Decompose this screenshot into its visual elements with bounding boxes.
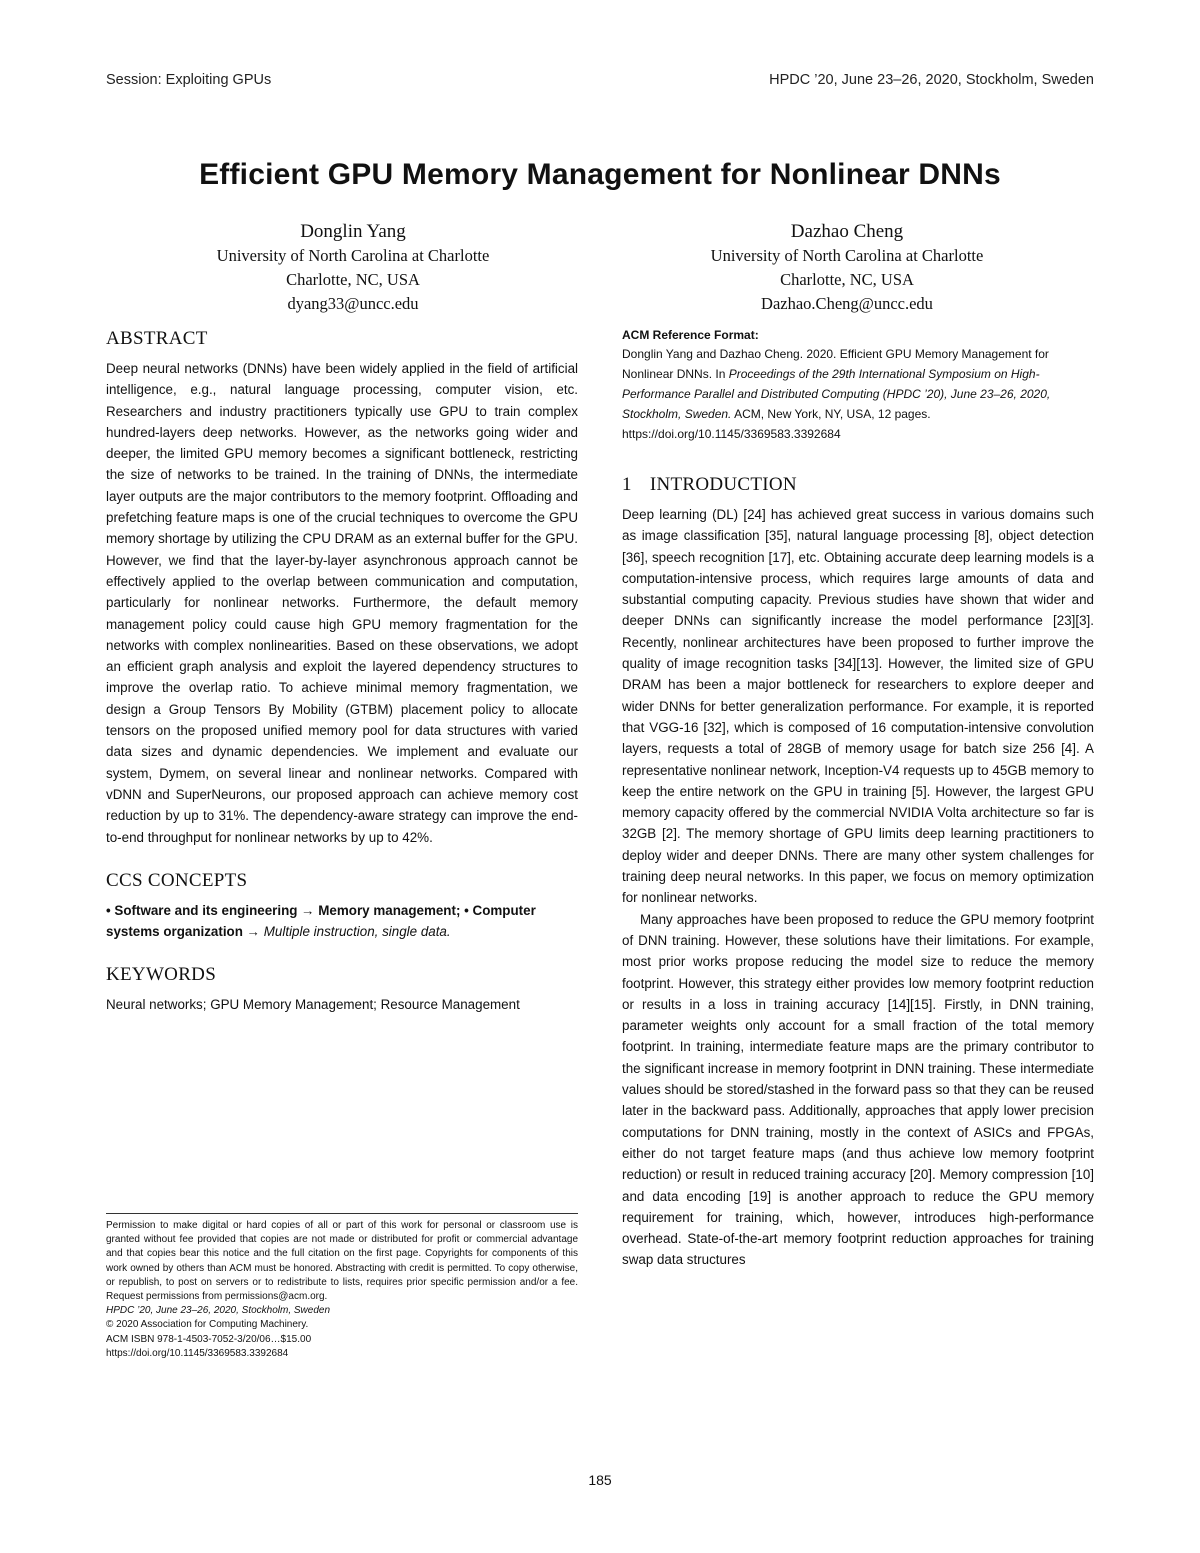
permission-footnote bbox=[106, 1213, 578, 1361]
keywords-heading: KEYWORDS bbox=[106, 964, 217, 986]
author-1 bbox=[106, 220, 600, 316]
ccs-item-2-detail: Multiple instruction, single data. bbox=[263, 924, 451, 940]
author-block bbox=[106, 220, 1094, 316]
permission-text: Permission to make digital or hard copies of all or part of this work for personal or classroom use is granted without fee provided that copies are not made or distributed for profit or commercial advantage and that copies bear this notice and the full citation on the first page. Copyrights for components of this work owned by others than ACM must be honored. Abstracting with credit is permitted. To copy otherwise, or republish, to post on servers or to redistribute to lists, requires prior specific permission and/or a fee. Request permissions from permissions@acm.org. bbox=[106, 1220, 578, 1303]
author-affiliation: University of North Carolina at Charlotte bbox=[710, 246, 984, 265]
author-location: Charlotte, NC, USA bbox=[286, 270, 420, 289]
ccs-concepts bbox=[106, 900, 578, 943]
keywords-text: Neural networks; GPU Memory Management; Resource Management bbox=[106, 997, 520, 1013]
page-number: 185 bbox=[588, 1472, 612, 1488]
introduction-paragraph-2: Many approaches have been proposed to reduce the GPU memory footprint of DNN training. However, these solutions have their limitations. For example, most prior works propose reducing the model size to reduce the memory footprint. However, this strategy either provides low memory footprint reduction or results in a loss in training accuracy [14][15]. Firstly, in DNN training, parameter weights only account for a small fraction of the total memory footprint. In training, intermediate feature maps are the primary contributor to the significant increase in memory footprint in DNN training. These intermediate values should be stored/stashed in the forward pass so that they can be reused later in the backward pass. Additionally, approaches that apply lower precision computations for DNN training, mostly in the context of ASICs and FPGAs, either do not target feature maps (and thus achieve low memory footprint reduction) or result in reduced training accuracy [20]. Memory compression [10] and data encoding [19] is another approach to reduce the GPU memory requirement for training, which, however, introduces high-performance overhead. State-of-the-art memory footprint reduction approaches for training swap data structures bbox=[622, 911, 1094, 1268]
ccs-section bbox=[106, 870, 578, 943]
right-column bbox=[622, 328, 1094, 1271]
introduction-heading bbox=[622, 474, 1094, 496]
author-email[interactable]: Dazhao.Cheng@uncc.edu bbox=[761, 294, 933, 313]
abstract-section bbox=[106, 328, 578, 848]
keywords-section bbox=[106, 964, 578, 1015]
ccs-heading: CCS CONCEPTS bbox=[106, 869, 248, 891]
author-name: Dazhao Cheng bbox=[790, 221, 904, 242]
author-location: Charlotte, NC, USA bbox=[780, 270, 914, 289]
footnote-isbn: ACM ISBN 978-1-4503-7052-3/20/06…$15.00 bbox=[106, 1333, 312, 1345]
footnote-copyright: © 2020 Association for Computing Machinery. bbox=[106, 1319, 309, 1331]
abstract-text: Deep neural networks (DNNs) have been widely applied in the field of artificial intelligence, e.g., natural language processing, computer vision, etc. Researchers and industry practitioners typically use GPU to train complex hundred-layers deep networks. However, as the networks going wider and deeper, the limited GPU memory becomes a significant bottleneck, restricting the size of networks to be trained. In the training of DNNs, the intermediate layer outputs are the major contributors to the memory footprint. Offloading and prefetching feature maps is one of the crucial techniques to overcome the GPU memory shortage by utilizing the CPU DRAM as an external buffer for the GPU. However, we find that the layer-by-layer asynchronous approach cannot be effectively applied to the overlap between communication and computation, particularly for nonlinear networks. Furthermore, the default memory management policy could cause high GPU memory fragmentation for the networks with complex nonlinearities. Based on these observations, we adopt an efficient graph analysis and exploit the layered dependency structures to improve the overlap ratio. To achieve minimal memory fragmentation, we design a Group Tensors By Mobility (GTBM) placement policy to allocate tensors on the proposed unified memory pool for data structures with varied data sizes and dynamic dependencies. We implement and evaluate our system, Dymem, on several linear and nonlinear networks. Compared with vDNN and SuperNeurons, our proposed approach can achieve memory cost reduction by up to 31%. The dependency-aware strategy can improve the end-to-end throughput for nonlinear networks by up to 42%. bbox=[106, 361, 578, 845]
abstract-heading: ABSTRACT bbox=[106, 328, 208, 349]
running-head-session: Session: Exploiting GPUs bbox=[106, 72, 272, 88]
acm-reference-proceedings: Proceedings of the 29th International Symposium on High-Performance Parallel and Distributed Computing (HPDC ’20), June 23–26, 2020, Stockholm, Sweden. bbox=[622, 367, 1051, 421]
acm-reference-prefix: Donglin Yang and Dazhao Cheng. 2020. Efficient GPU Memory Management for Nonlinear DNNs. In bbox=[622, 347, 1049, 381]
running-head-venue: HPDC ’20, June 23–26, 2020, Stockholm, Sweden bbox=[769, 72, 1094, 88]
acm-reference-text bbox=[622, 344, 1094, 444]
section-number: 1 bbox=[622, 474, 632, 495]
acm-reference-suffix[interactable]: ACM, New York, NY, USA, 12 pages. https://doi.org/10.1145/3369583.3392684 bbox=[622, 407, 931, 441]
ccs-item-1: • Software and its engineering → Memory management; bbox=[106, 902, 461, 918]
footnote-venue: HPDC ’20, June 23–26, 2020, Stockholm, Sweden bbox=[106, 1305, 331, 1317]
section-title: INTRODUCTION bbox=[649, 474, 797, 495]
author-email[interactable]: dyang33@uncc.edu bbox=[287, 294, 419, 313]
author-affiliation: University of North Carolina at Charlotte bbox=[216, 246, 490, 265]
introduction-section bbox=[622, 474, 1094, 1271]
acm-reference-label: ACM Reference Format: bbox=[622, 328, 759, 342]
author-name: Donglin Yang bbox=[300, 221, 406, 242]
left-column bbox=[106, 328, 578, 1038]
footnote-doi-link[interactable]: https://doi.org/10.1145/3369583.3392684 bbox=[106, 1347, 289, 1359]
ccs-item-2: • Computer systems organization → bbox=[106, 902, 536, 940]
introduction-paragraph-1: Deep learning (DL) [24] has achieved great success in various domains such as image classification [35], natural language processing [8], object detection [36], speech recognition [17], etc. Obtaining accurate deep learning models is a computation-intensive process, which requires large amounts of data and substantial computing capacity. Previous studies have shown that wider and deeper DNNs can significantly increase the model performance [23][3]. Recently, nonlinear architectures have been proposed to further improve the quality of image recognition tasks [34][13]. However, the limited size of GPU DRAM has been a major bottleneck for researchers to explore deeper and wider DNNs for better generalization performance. For example, it is reported that VGG-16 [32], which is composed of 16 computation-intensive convolution layers, requests a total of 28GB of memory usage for batch size 256 [4]. A representative nonlinear network, Inception-V4 requests up to 45GB memory to keep the entire network on the GPU in training [5]. However, the largest GPU memory capacity offered by the commercial NVIDIA Volta architecture so far is 32GB [2]. The memory shortage of GPU limits deep learning practitioners to deploy wider and deeper DNNs. There are many other system challenges for training deep neural networks. In this paper, we focus on memory optimization for nonlinear networks. bbox=[622, 507, 1094, 906]
author-2 bbox=[600, 220, 1094, 316]
running-head bbox=[106, 72, 1094, 88]
paper-title: Efficient GPU Memory Management for Nonlinear DNNs bbox=[199, 158, 1001, 191]
